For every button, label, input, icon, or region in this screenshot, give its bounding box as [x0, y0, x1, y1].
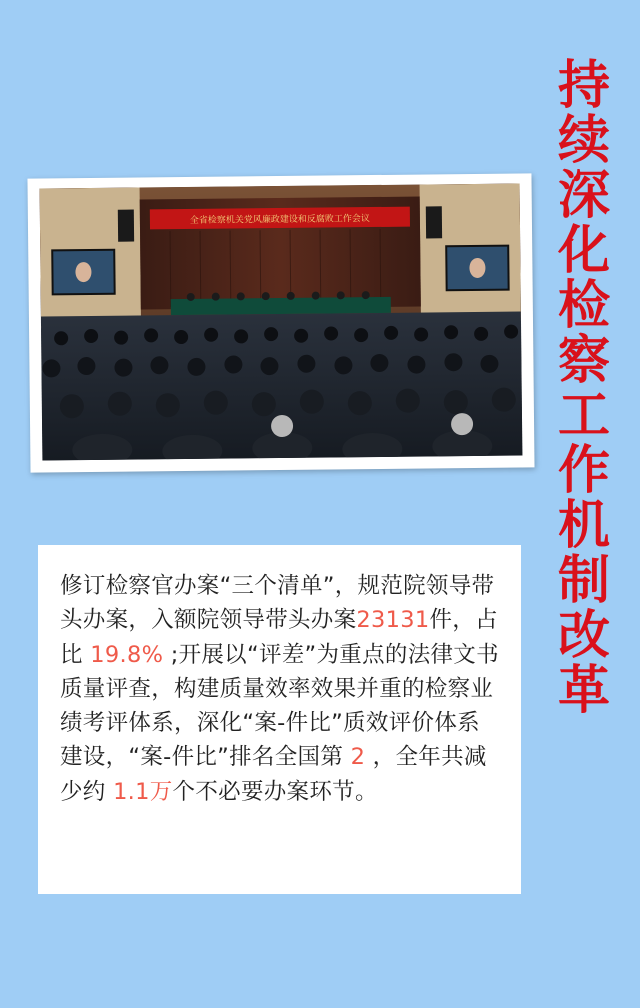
highlight-number: 1.1万: [113, 778, 173, 805]
body-text: [60, 569, 502, 809]
title-char: 化: [557, 220, 610, 281]
highlight-number: 2: [350, 744, 366, 771]
body-segment: 件，占比: [60, 607, 498, 668]
meeting-photo-illustration: [40, 183, 523, 460]
body-segment: 修订检察官办案“三个清单”，规范院领导带头办案，入额院领导带头办案: [60, 573, 495, 634]
text-card: [38, 545, 521, 894]
title-char: 改: [557, 605, 610, 666]
title-char: 续: [557, 110, 610, 171]
body-segment: ，全年共减少约: [60, 744, 487, 805]
title-char: 持: [557, 55, 610, 116]
body-segment: ;开展以“评差”为重点的法律文书质量评查，构建质量效率效果并重的检察业绩考评体系，深化“案-件比”质效评价体系建设，“案-件比”排名全国第: [60, 641, 499, 771]
banner-text: 全省检察机关党风廉政建设和反腐败工作会议: [189, 214, 370, 226]
highlight-number: 23131: [356, 607, 430, 634]
title-char: 制: [557, 550, 610, 611]
title-char: 察: [557, 330, 610, 391]
meeting-photo: [40, 183, 523, 460]
title-char: 检: [557, 275, 610, 336]
title-char: 作: [557, 440, 610, 501]
photo-frame: [27, 173, 534, 472]
vertical-title: [548, 55, 620, 721]
body-segment: 个不必要办案环节。: [172, 778, 378, 805]
title-char: 深: [557, 165, 610, 226]
title-char: 工: [557, 385, 610, 446]
title-char: 革: [557, 660, 610, 721]
highlight-number: 19.8%: [90, 641, 164, 668]
title-char: 机: [557, 495, 610, 556]
